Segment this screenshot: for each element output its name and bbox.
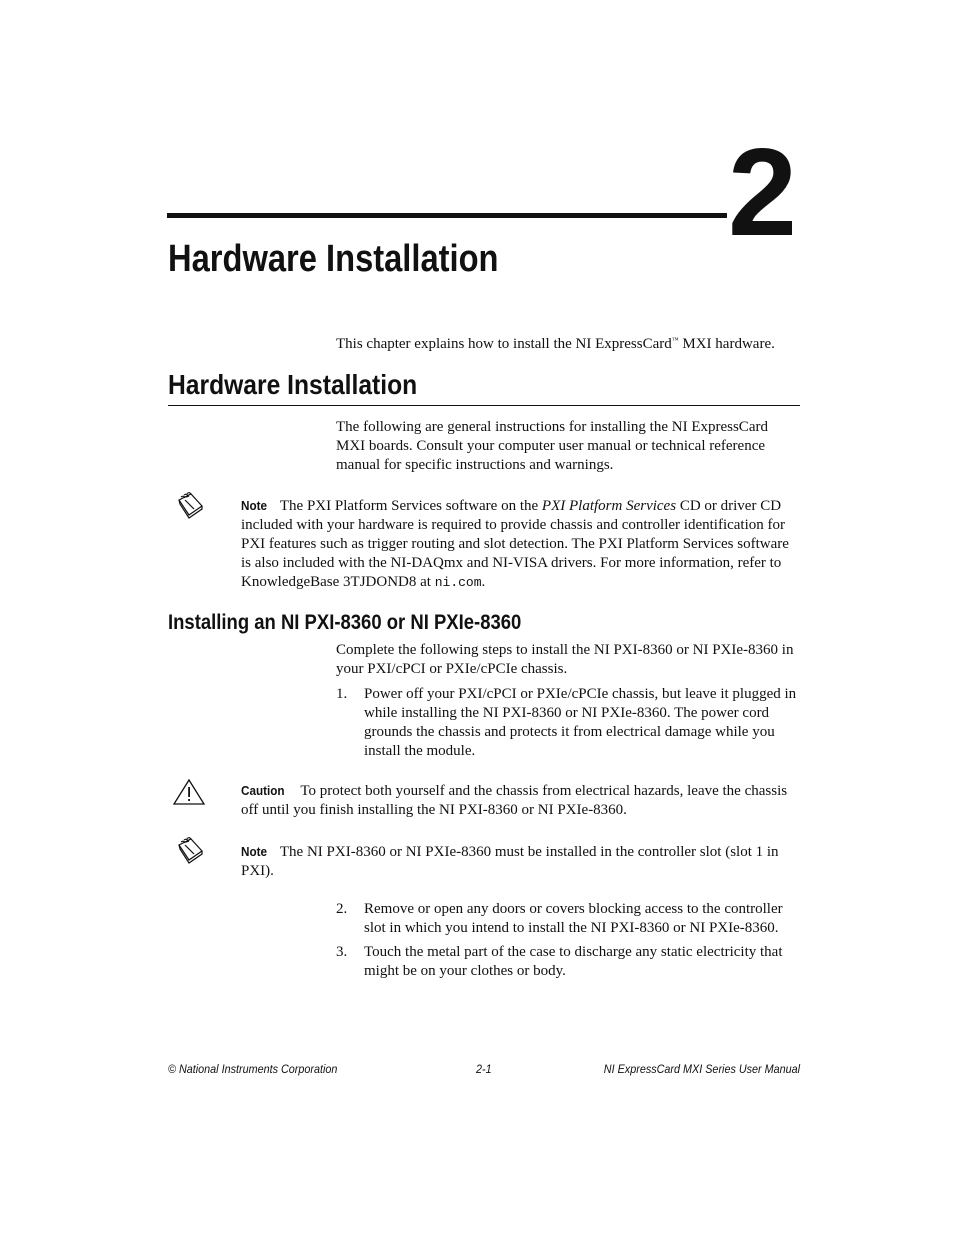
step-text: Power off your PXI/cPCI or PXIe/cPCIe chassis, but leave it plugged in while installing the NI PXI-8360 or NI PXIe-8360. The power cord grounds the chassis and protects it from electrical damage while you install the module. (364, 686, 797, 759)
step-text: Touch the metal part of the case to discharge any static electricity that might be on your clothes or body. (364, 944, 783, 979)
step-number: 3. (336, 944, 348, 960)
subsection-paragraph: Complete the following steps to install the NI PXI-8360 or NI PXIe-8360 in your PXI/cPCI or PXIe/cPCIe chassis. (336, 642, 794, 677)
step-number: 1. (336, 686, 348, 702)
step-number: 2. (336, 901, 348, 917)
note-callout: Note The PXI Platform Services software on the PXI Platform Services CD or driver CD included with your hardware is required to provide chassis and controller identification for PXI features such as trigger routing and slot detection. The PXI Platform Services software is also included with the NI-DAQmx and NI-VISA drivers. For more information, refer to KnowledgeBase 3TJDOND8 at ni.com. (241, 498, 789, 590)
caution-label: Caution (241, 783, 285, 798)
list-item (336, 685, 800, 765)
step-text: Remove or open any doors or covers blocking access to the controller slot in which you intend to install the NI PXI-8360 or NI PXIe-8360. (364, 901, 783, 936)
list-item (336, 900, 800, 940)
footer-copyright: © National Instruments Corporation (168, 1062, 338, 1076)
chapter-rule (167, 213, 727, 218)
footer-page-number: 2-1 (476, 1062, 492, 1076)
section-heading: Hardware Installation (168, 369, 418, 400)
section-paragraph: The following are general instructions for installing the NI ExpressCard MXI boards. Consult your computer user manual or technical reference manual for specific instructions and warnings. (336, 419, 768, 473)
note-label: Note (241, 498, 268, 513)
list-item (336, 943, 800, 983)
trademark-symbol: ™ (671, 336, 679, 344)
note-label: Note (241, 844, 268, 859)
ni-com-link[interactable]: ni.com (434, 575, 482, 590)
note-callout: Note The NI PXI-8360 or NI PXIe-8360 must be installed in the controller slot (slot 1 in PXI). (241, 844, 779, 879)
section-rule (168, 405, 800, 406)
note-pad-icon (175, 836, 205, 864)
cd-title: PXI Platform Services (541, 498, 677, 514)
subsection-heading: Installing an NI PXI-8360 or NI PXIe-8360 (168, 611, 522, 634)
chapter-intro: This chapter explains how to install the NI ExpressCard™ MXI hardware. (336, 336, 775, 352)
warning-triangle-icon (172, 778, 202, 806)
footer-manual-title: NI ExpressCard MXI Series User Manual (603, 1062, 800, 1076)
note-pad-icon (175, 491, 205, 519)
chapter-number: 2 (728, 124, 795, 262)
chapter-title: Hardware Installation (168, 238, 499, 280)
caution-callout: Caution To protect both yourself and the chassis from electrical hazards, leave the chassis off until you finish installing the NI PXI-8360 or NI PXIe-8360. (241, 783, 788, 818)
